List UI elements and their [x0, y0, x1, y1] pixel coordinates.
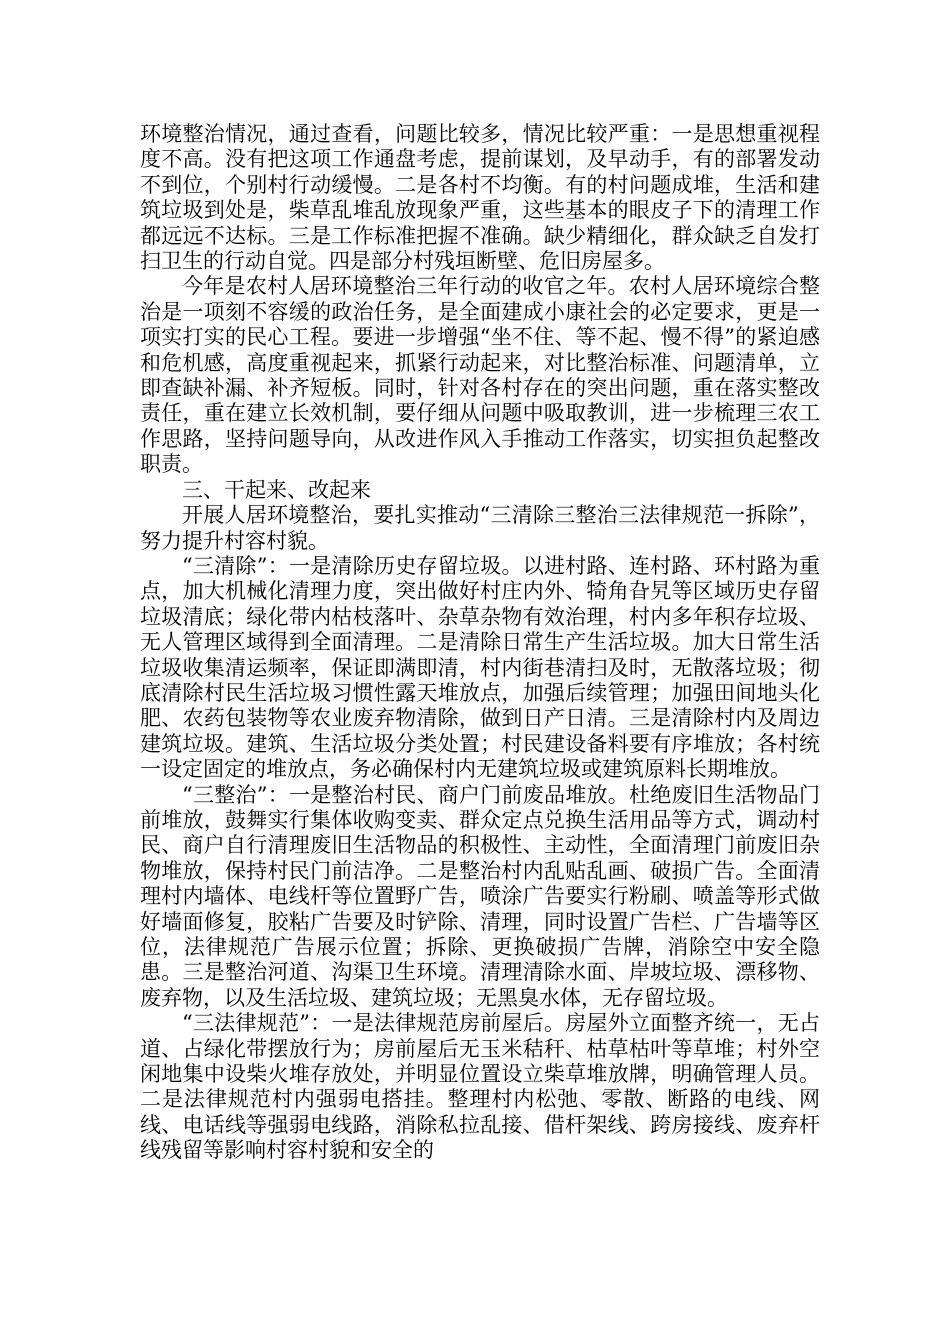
paragraph-three-clearances: “三清除”：一是清除历史存留垃圾。以进村路、连村路、环村路为重点，加大机械化清理力度，突出做好村庄内外、犄角旮旯等区域历史存留垃圾清底；绿化带内枯枝落叶、杂草杂物有效治理，村内多年积存垃圾、无人管理区域得到全面清理。二是清除日常生产生活垃圾。加大日常生活垃圾收集清运频率，保证即满即清，村内街巷清扫及时，无散落垃圾；彻底清除村民生活垃圾习惯性露天堆放点，加强后续管理；加强田间地头化肥、农药包装物等农业废弃物清除，做到日产日清。三是清除村内及周边建筑垃圾。建筑、生活垃圾分类处置；村民建设备料要有序堆放；各村统一设定固定的堆放点，务必确保村内无建筑垃圾或建筑原料长期堆放。 [140, 553, 820, 782]
paragraph-intro-actions: 开展人居环境整治，要扎实推动“三清除三整治三法律规范一拆除”，努力提升村容村貌。 [140, 503, 820, 553]
paragraph-three-regulations: “三法律规范”：一是法律规范房前屋后。房屋外立面整齐统一，无占道、占绿化带摆放行为；房前屋后无玉米秸秆、枯草枯叶等草堆；村外空闲地集中设柴火堆存放处，并明显位置设立柴草堆放牌，明确管理人员。二是法律规范村内强弱电搭挂。整理村内松弛、零散、断路的电线、网线、电话线等强弱电线路，消除私拉乱接、借杆架线、跨房接线、废弃杆线残留等影响村容村貌和安全的 [140, 1011, 820, 1163]
document-page [140, 122, 820, 1164]
paragraph-final-year: 今年是农村人居环境整治三年行动的收官之年。农村人居环境综合整治是一项刻不容缓的政治任务，是全面建成小康社会的必定要求，更是一项实打实的民心工程。要进一步增强“坐不住、等不起、慢不得”的紧迫感和危机感，高度重视起来，抓紧行动起来，对比整治标准、问题清单，立即查缺补漏、补齐短板。同时，针对各村存在的突出问题，重在落实整改责任，重在建立长效机制，要仔细从问题中吸取教训，进一步梳理三农工作思路，坚持问题导向，从改进作风入手推动工作落实，切实担负起整改职责。 [140, 274, 820, 477]
paragraph-three-rectifications: “三整治”：一是整治村民、商户门前废品堆放。杜绝废旧生活物品门前堆放，鼓舞实行集体收购变卖、群众定点兑换生活用品等方式，调动村民、商户自行清理废旧生活物品的积极性、主动性，全面清理门前废旧杂物堆放，保持村民门前洁净。二是整治村内乱贴乱画、破损广告。全面清理村内墙体、电线杆等位置野广告，喷涂广告要实行粉刷、喷盖等形式做好墙面修复，胶粘广告要及时铲除、清理，同时设置广告栏、广告墙等区位，法律规范广告展示位置；拆除、更换破损广告牌，消除空中安全隐患。三是整治河道、沟渠卫生环境。清理清除水面、岸坡垃圾、漂移物、废弃物，以及生活垃圾、建筑垃圾；无黑臭水体，无存留垃圾。 [140, 782, 820, 1010]
section-heading-3: 三、干起来、改起来 [182, 477, 371, 502]
paragraph-problems-continued: 环境整治情况，通过查看，问题比较多，情况比较严重：一是思想重视程度不高。没有把这项工作通盘考虑，提前谋划，及早动手，有的部署发动不到位，个别村行动缓慢。二是各村不均衡。有的村问题成堆，生活和建筑垃圾到处是，柴草乱堆乱放现象严重，这些基本的眼皮子下的清理工作都远远不达标。三是工作标准把握不准确。缺少精细化，群众缺乏自发打扫卫生的行动自觉。四是部分村残垣断壁、危旧房屋多。 [140, 122, 820, 274]
